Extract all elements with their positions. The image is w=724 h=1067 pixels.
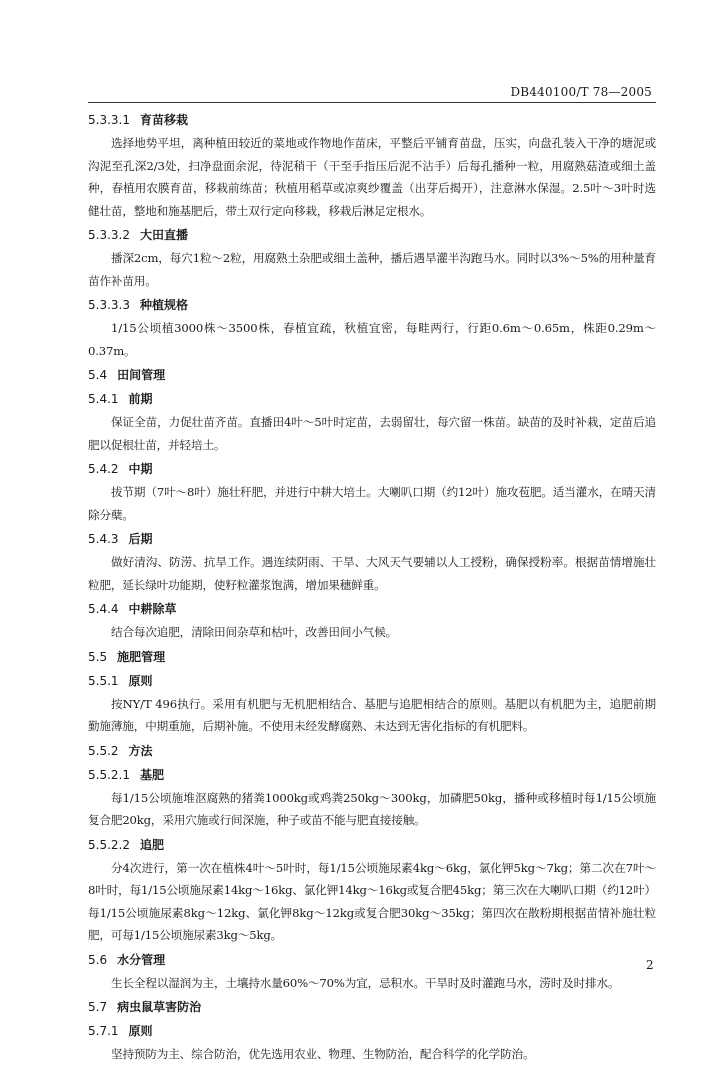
section-heading xyxy=(88,833,656,857)
section-heading xyxy=(88,1019,656,1043)
body-paragraph: 拔节期（7叶～8叶）施壮秆肥，并进行中耕大培土。大喇叭口期（约12叶）施攻苞肥。适当灌水，在晴天清除分蘖。 xyxy=(88,485,656,522)
section-number: 5.4.4 xyxy=(88,602,119,616)
section-heading xyxy=(88,457,656,481)
section-heading xyxy=(88,108,656,132)
section-number: 5.4.1 xyxy=(88,392,119,406)
section-heading xyxy=(88,763,656,787)
section-number: 5.4.3 xyxy=(88,532,119,546)
body-paragraph: 分4次进行，第一次在植株4叶～5叶时，每1/15公顷施尿素4kg～6kg，氯化钾5kg～7kg；第二次在7叶～8叶时，每1/15公顷施尿素14kg～16kg、氯化钾14kg～16kg或复合肥45kg；第三次在大喇叭口期（约12叶）每1/15公顷施尿素8kg～12kg、氯化钾8kg～12kg或复合肥30kg～35kg；第四次在散粉期根据苗情补施壮粒肥，可每1/15公顷施尿素3kg～5kg。 xyxy=(88,860,656,942)
section-heading xyxy=(88,293,656,317)
body-paragraph: 结合每次追肥，清除田间杂草和枯叶，改善田间小气候。 xyxy=(111,625,398,639)
section-heading xyxy=(88,527,656,551)
section-number: 5.3.3.3 xyxy=(88,298,130,312)
body-paragraph: 生长全程以湿润为主，土壤持水量60%～70%为宜，忌积水。干旱时及时灌跑马水，涝时及时排水。 xyxy=(111,975,620,990)
section-heading xyxy=(88,948,656,972)
section-title: 方法 xyxy=(128,743,153,758)
section-number: 5.5.2.2 xyxy=(88,837,130,852)
section-title: 中耕除草 xyxy=(128,602,177,616)
body-paragraph: 播深2cm，每穴1粒～2粒，用腐熟土杂肥或细土盖种，播后遇旱灌半沟跑马水。同时以3%～5%的用种量育苗作补苗用。 xyxy=(88,251,656,288)
section-number: 5.7.1 xyxy=(88,1024,119,1038)
body-paragraph: 坚持预防为主、综合防治，优先选用农业、物理、生物防治，配合科学的化学防治。 xyxy=(111,1047,535,1061)
body-paragraph: 做好清沟、防涝、抗旱工作。遇连续阴雨、干旱、大风天气要辅以人工授粉，确保授粉率。根据苗情增施壮粒肥，延长绿叶功能期，使籽粒灌浆饱满，增加果穗鲜重。 xyxy=(88,555,656,592)
section-title: 追肥 xyxy=(139,837,164,852)
body-paragraph: 1/15公顷植3000株～3500株，春植宜疏，秋植宜密，每畦两行，行距0.6m～0.65m，株距0.29m～0.37m。 xyxy=(88,321,656,358)
section-number: 5.4 xyxy=(88,368,108,382)
section-number: 5.3.3.1 xyxy=(88,113,130,127)
section-title: 种植规格 xyxy=(139,298,188,312)
section-heading xyxy=(88,387,656,411)
section-heading xyxy=(88,363,656,387)
section-number: 5.5.2 xyxy=(88,743,119,758)
section-title: 中期 xyxy=(128,462,153,476)
section-title: 田间管理 xyxy=(117,368,166,382)
section-number: 5.6 xyxy=(88,952,108,967)
page-number: 2 xyxy=(646,958,654,972)
section-title: 育苗移栽 xyxy=(139,113,188,127)
section-title: 施肥管理 xyxy=(117,649,166,664)
header-divider xyxy=(88,102,656,103)
section-heading xyxy=(88,739,656,763)
section-number: 5.7 xyxy=(88,1000,108,1014)
section-title: 后期 xyxy=(128,532,153,546)
section-number: 5.3.3.2 xyxy=(88,228,130,242)
section-number: 5.4.2 xyxy=(88,462,119,476)
section-title: 大田直播 xyxy=(139,228,188,242)
section-title: 前期 xyxy=(128,392,153,406)
section-title: 原则 xyxy=(128,673,153,688)
section-number: 5.5 xyxy=(88,649,108,664)
section-heading xyxy=(88,645,656,669)
section-number: 5.5.1 xyxy=(88,673,119,688)
section-title: 病虫鼠草害防治 xyxy=(117,1000,202,1014)
body-paragraph: 选择地势平坦，离种植田较近的菜地或作物地作苗床，平整后平铺育苗盘，压实，向盘孔装入干净的塘泥或沟泥至孔深2/3处，扫净盘面余泥，待泥稍干（干至手指压后泥不沾手）后每孔播种一粒，用腐熟菇渣或细土盖种，春植用农膜育苗，移栽前练苗；秋植用稻草或凉爽纱覆盖（出芽后揭开），注意淋水保湿。2.5叶～3叶时选健壮苗，整地和施基肥后，带土双行定向移栽，移栽后淋足定根水。 xyxy=(88,136,656,218)
body-paragraph: 保证全苗，力促壮苗齐苗。直播田4叶～5叶时定苗，去弱留壮，每穴留一株苗。缺苗的及时补栽，定苗后追肥以促根壮苗，并轻培土。 xyxy=(88,415,656,452)
section-number: 5.5.2.1 xyxy=(88,767,130,782)
section-title: 原则 xyxy=(128,1024,153,1038)
body-paragraph: 按NY/T 496执行。采用有机肥与无机肥相结合、基肥与追肥相结合的原则。基肥以有机肥为主，追肥前期勤施薄施，中期重施，后期补施。不使用未经发酵腐熟、未达到无害化指标的有机肥料。 xyxy=(88,696,656,733)
standard-code: DB440100/T 78—2005 xyxy=(510,85,652,99)
section-title: 水分管理 xyxy=(117,952,166,967)
section-title: 基肥 xyxy=(139,767,164,782)
body-paragraph: 每1/15公顷施堆沤腐熟的猪粪1000kg或鸡粪250kg～300kg，加磷肥50kg，播种或移植时每1/15公顷施复合肥20kg，采用穴施或行间深施，种子或苗不能与肥直接接触。 xyxy=(88,790,656,827)
section-heading xyxy=(88,223,656,247)
document-body xyxy=(88,108,656,1067)
section-heading xyxy=(88,669,656,693)
section-heading xyxy=(88,597,656,621)
section-heading xyxy=(88,995,656,1019)
